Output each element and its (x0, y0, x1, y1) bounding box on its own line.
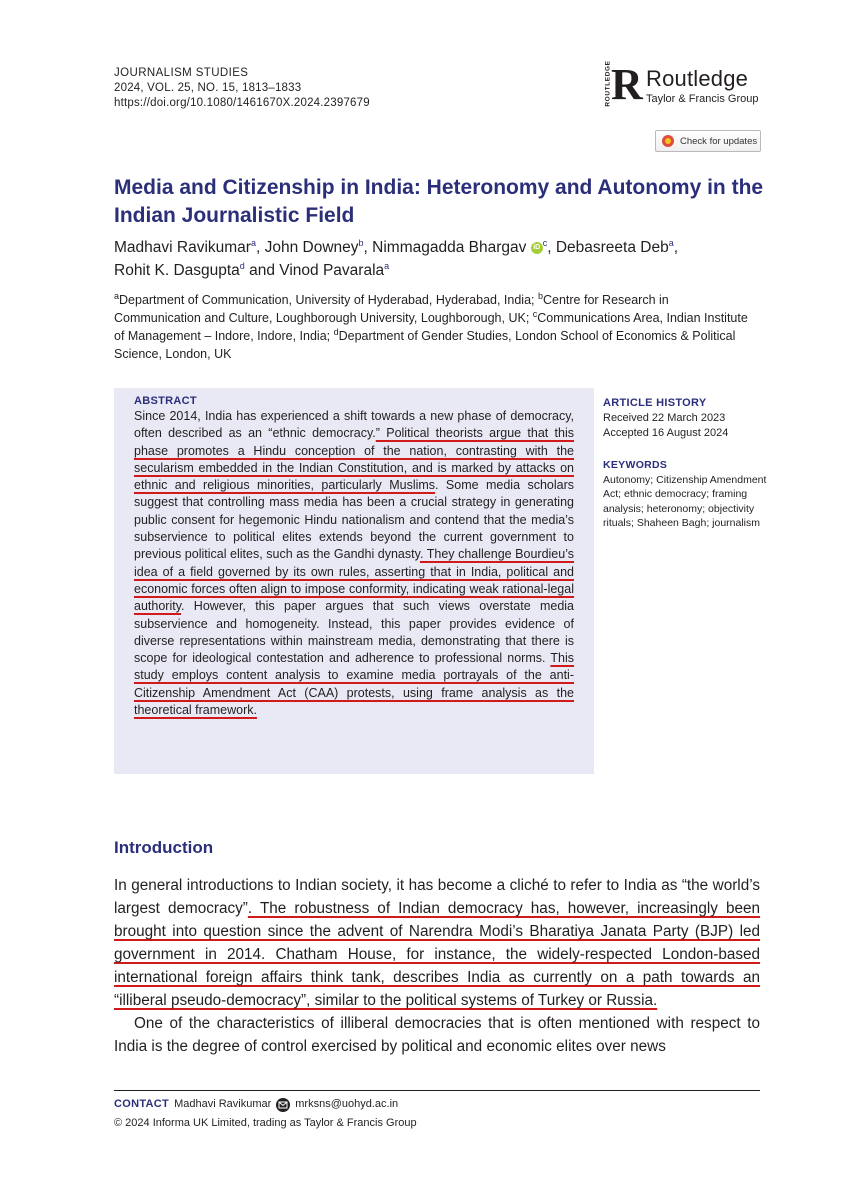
journal-doi[interactable]: https://doi.org/10.1080/1461670X.2024.2397679 (114, 97, 370, 109)
author[interactable]: Debasreeta Deb (555, 239, 669, 256)
routledge-r-icon: R (611, 60, 643, 109)
keywords-heading: KEYWORDS (603, 459, 668, 471)
publisher-group: Taylor & Francis Group (646, 93, 759, 105)
contact-name: Madhavi Ravikumar (174, 1098, 272, 1110)
authors: Madhavi Ravikumar$^a$, John Downey$^b$, Nimmagadda Bhargav iD $^c$, Debasreeta Deb$^a$, Rohit K. Dasgupta$^d$ and Vinod Pavarala$^a$ (114, 237, 679, 279)
article-title: Media and Citizenship in India: Heteronomy and Autonomy in the Indian Journalistic Field (114, 176, 764, 227)
affiliation: Communications Area, Indian Institute of Management – Indore, Indore, India; (114, 311, 748, 343)
received-date: Received 22 March 2023 (603, 412, 726, 424)
affiliation: Department of Gender Studies, London School of Economics & Political Science, London, UK (114, 329, 736, 361)
affiliation: Centre for Research in Communication and Culture, Loughborough University, Loughborough, UK; (114, 293, 669, 325)
orcid-icon[interactable]: iD (531, 242, 543, 254)
publisher-name: Routledge (646, 66, 749, 91)
author[interactable]: Vinod Pavarala (279, 262, 385, 279)
abstract-box (114, 388, 594, 774)
author[interactable]: Madhavi Ravikumar (114, 239, 251, 256)
author[interactable]: Rohit K. Dasgupta (114, 262, 240, 279)
footer-divider (114, 1090, 760, 1091)
intro-paragraph-1: In general introductions to Indian society, it has become a cliché to refer to India as “the world’s largest democracy”. The robustness of Indian democracy has, however, increasingly been brought into question since the advent of Narendra Modi’s Bharatiya Janata Party (BJP) led government in 2014. Chatham House, for instance, the widely-respected London-based international foreign affairs think tank, describes India as currently on a path towards an “illiberal pseudo-democracy”, similar to the political systems of Turkey or Russia. (114, 877, 760, 1009)
introduction-body (114, 874, 760, 1058)
affiliation: Department of Communication, University of Hyderabad, Hyderabad, India; (119, 293, 538, 307)
keywords-text: Autonomy; Citizenship Amendment Act; ethnic democracy; framing analysis; heteronomy; objectivity rituals; Shaheen Bagh; journalism (603, 473, 767, 529)
publisher-logo (599, 62, 769, 112)
article-history-heading: ARTICLE HISTORY (603, 397, 707, 409)
check-updates-icon (662, 135, 674, 147)
journal-name: JOURNALISM STUDIES (114, 67, 249, 79)
routledge-vertical-text: ROUTLEDGE (604, 60, 612, 107)
introduction-heading: Introduction (114, 838, 214, 857)
contact-label: CONTACT (114, 1098, 170, 1110)
copyright: © 2024 Informa UK Limited, trading as Taylor & Francis Group (114, 1117, 417, 1129)
check-for-updates-button[interactable] (655, 130, 761, 152)
check-updates-label: Check for updates (680, 135, 758, 147)
author[interactable]: John Downey (264, 239, 359, 256)
journal-meta (114, 66, 370, 111)
contact-line (114, 1097, 398, 1112)
keywords (603, 458, 768, 531)
email-icon (276, 1098, 290, 1112)
affiliations: $^a$Department of Communication, University of Hyderabad, Hyderabad, India; $^b$Centre for Research in Communication and Culture, Loughborough University, Loughborough, UK; $^c$Communications Area, Indian Institute of Management – Indore, Indore, India; $^d$Department of Gender Studies, London School of Economics & Political Science, London, UK (114, 290, 748, 361)
abstract-text: Since 2014, India has experienced a shift towards a new phase of democracy, often described as an “ethnic democracy.” Political theorists argue that this phase promotes a Hindu conception of the nation, contrasting with the secularism embedded in the Indian Constitution, and is marked by attacks on ethnic and religious minorities, particularly Muslims. Some media scholars suggest that controlling mass media has been a crucial strategy in generating public consent for hegemonic Hindu nationalism and contend that the media’s subservience to political elites extends beyond the current government to previous political elites, such as the Gandhi dynasty. They challenge Bourdieu’s idea of a field governed by its own rules, asserting that in India, political and economic forces often align to impose conformity, indicating weak rational-legal authority. However, this paper argues that such views overstate media subservience and homogeneity. Instead, this paper provides evidence of diverse representations within mainstream media, demonstrating that there is scope for ideological contestation and adherence to professional norms. This study employs content analysis to examine media portrayals of the anti-Citizenship Amendment Act (CAA) protests, using frame analysis as the theoretical framework. (134, 409, 574, 718)
contact-email[interactable]: mrksns@uohyd.ac.in (295, 1098, 399, 1110)
abstract-heading: ABSTRACT (134, 395, 197, 407)
article-history (603, 396, 768, 441)
accepted-date: Accepted 16 August 2024 (603, 427, 729, 439)
intro-paragraph-2: One of the characteristics of illiberal democracies that is often mentioned with respect to India is the degree of control exercised by political and economic elites over news (114, 1015, 760, 1055)
author[interactable]: Nimmagadda Bhargav (372, 239, 527, 256)
journal-volume: 2024, VOL. 25, NO. 15, 1813–1833 (114, 82, 302, 94)
